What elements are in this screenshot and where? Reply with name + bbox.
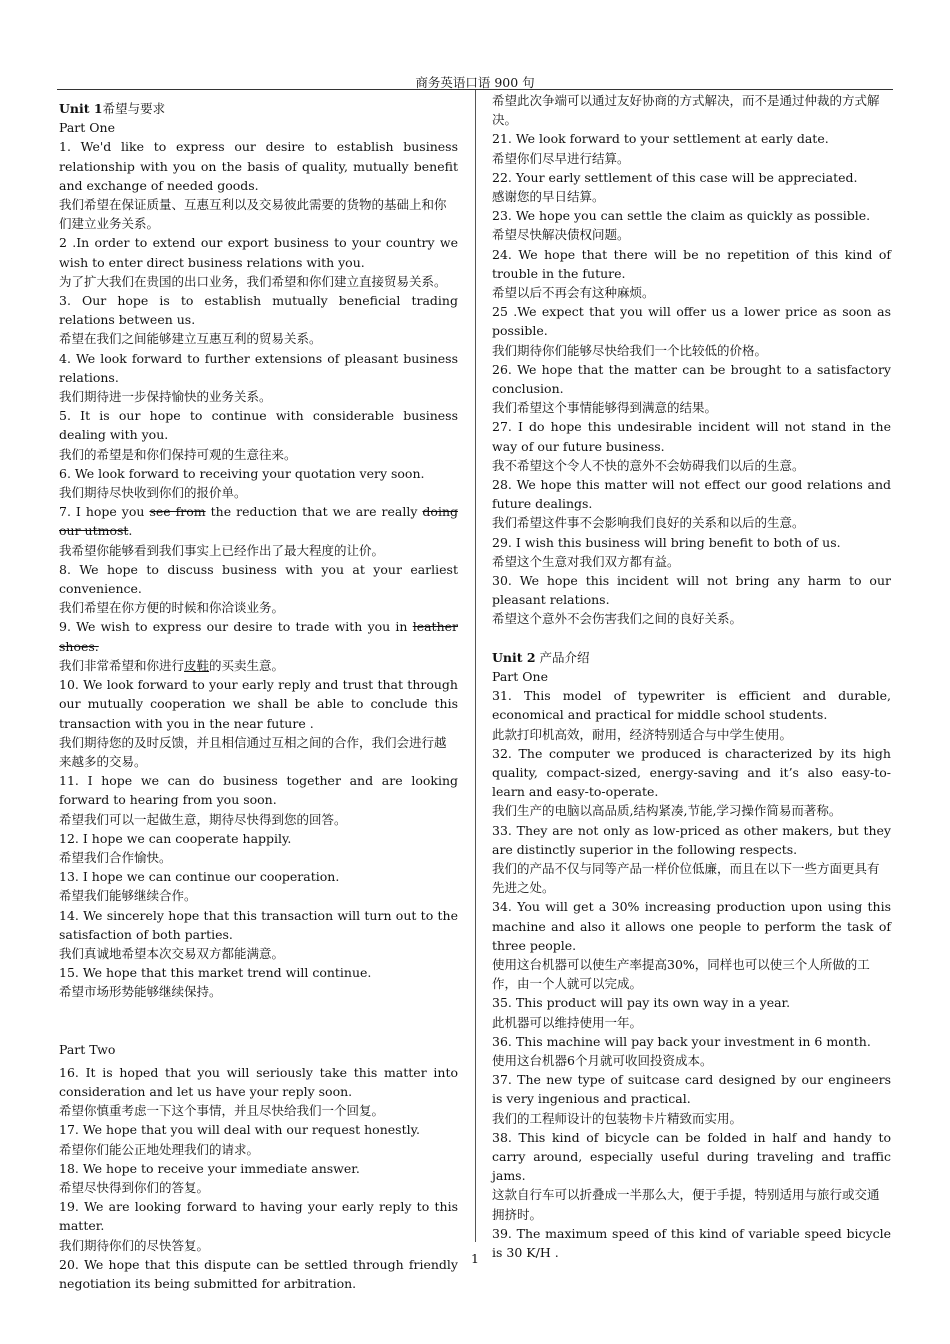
sentence-zh: 希望在我们之间能够建立互惠互利的贸易关系。 [59, 331, 322, 347]
spacer [492, 629, 891, 648]
struck-text: doing our utmost [59, 504, 458, 539]
sentence-zh: 我们期待你们能够尽快给我们一个比较低的价格。 [492, 342, 768, 358]
part-one-label: Part One [492, 668, 548, 684]
sentence-zh: 为了扩大我们在贵国的出口业务，我们希望和你们建立直接贸易关系。 [59, 273, 447, 289]
column-divider [475, 90, 476, 1242]
struck-text: see from [149, 504, 206, 520]
sentence-en: 34. You will get a 30% increasing production upon using this machine and also it allows one people to perform the task of three people. [492, 899, 891, 953]
sentence-en: 10. We look forward to your early reply and trust that through our mutually cooperation we shall be able to conclude this transaction with you in the near future . [59, 677, 458, 731]
sentence-zh: 我们期待您的及时反馈，并且相信通过互相之间的合作，我们会进行越来越多的交易。 [59, 734, 447, 769]
sentence-en: 9. We wish to express our desire to trade with you in leather shoes. [59, 619, 458, 654]
sentence-zh: 这款自行车可以折叠成一半那么大，便于手提，特别适用与旅行或交通拥挤时。 [492, 1187, 880, 1222]
sentence-zh: 我们希望这件事不会影响我们良好的关系和以后的生意。 [492, 515, 805, 531]
sentence-en: 13. I hope we can continue our cooperation. [59, 869, 340, 885]
sentence-zh: 希望这个意外不会伤害我们之间的良好关系。 [492, 611, 743, 627]
sentence-en: 20. We hope that this dispute can be settled through friendly negotiation its being submitted for arbitration. [59, 1256, 458, 1291]
right-column [492, 91, 891, 1262]
sentence-zh: 此款打印机高效，耐用，经济特别适合与中学生使用。 [492, 726, 793, 742]
sentence-zh: 希望这个生意对我们双方都有益。 [492, 553, 680, 569]
sentence-zh: 使用这台机器可以使生产率提高30%，同样也可以使三个人所做的工作，由一个人就可以完成。 [492, 956, 870, 992]
sentence-en: 21. We look forward to your settlement at early date. [492, 131, 829, 147]
sentence-zh: 希望此次争端可以通过友好协商的方式解决，而不是通过仲裁的方式解决。 [492, 93, 880, 128]
sentence-zh: 希望我们能够继续合作。 [59, 888, 197, 904]
sentence-en: 27. I do hope this undesirable incident will not stand in the way of our future business. [492, 419, 891, 454]
sentence-en: 2 .In order to extend our export business to your country we wish to enter direct business relations with you. [59, 235, 458, 270]
sentence-zh: 我们希望这个事情能够得到满意的结果。 [492, 400, 718, 416]
spacer [59, 1002, 458, 1021]
sentence-zh: 我们期待进一步保持愉快的业务关系。 [59, 389, 272, 405]
page-number: 1 [471, 1251, 479, 1266]
sentence-en: 33. They are not only as low-priced as other makers, but they are distinctly superior in the following respects. [492, 822, 891, 857]
sentence-zh: 使用这台机器6个月就可收回投资成本。 [492, 1052, 713, 1068]
sentence-en: 6. We look forward to receiving your quotation very soon. [59, 465, 425, 481]
left-column [59, 99, 458, 1293]
sentence-zh: 我们生产的电脑以高品质,结构紧凑,节能,学习操作简易而著称。 [492, 803, 842, 819]
sentence-en: 29. I wish this business will bring benefit to both of us. [492, 534, 841, 550]
sentence-en: 16. It is hoped that you will seriously take this matter into consideration and let us have your reply soon. [59, 1064, 458, 1099]
running-header: 商务英语口语 900 句 [415, 75, 535, 90]
sentence-en: 7. I hope you see from the reduction that we are really doing our utmost. [59, 504, 458, 539]
part-two-label: Part Two [59, 1041, 116, 1057]
sentence-zh: 希望你慎重考虑一下这个事情，并且尽快给我们一个回复。 [59, 1103, 385, 1119]
sentence-en: 15. We hope that this market trend will continue. [59, 965, 372, 981]
sentence-en: 23. We hope you can settle the claim as quickly as possible. [492, 208, 871, 224]
sentence-en: 32. The computer we produced is characterized by its high quality, compact-sized, energy-saving and it’s also easy-to-learn and easy-to-operate. [492, 745, 891, 800]
sentence-en: 31. This model of typewriter is efficient and durable, economical and practical for middle school students. [492, 688, 891, 723]
part-one-label: Part One [59, 120, 115, 136]
sentence-en: 26. We hope that the matter can be brought to a satisfactory conclusion. [492, 361, 891, 397]
sentence-zh: 我希望你能够看到我们事实上已经作出了最大程度的让价。 [59, 542, 385, 558]
sentence-en: 12. I hope we can cooperate happily. [59, 830, 292, 846]
sentence-en: 11. I hope we can do business together and are looking forward to hearing from you soon. [59, 773, 458, 808]
sentence-zh: 希望尽快解决债权问题。 [492, 227, 630, 243]
underlined-text: 皮鞋 [184, 657, 210, 673]
sentence-zh: 希望以后不再会有这种麻烦。 [492, 285, 655, 301]
sentence-zh: 我们的工程师设计的包装物卡片精致而实用。 [492, 1110, 743, 1126]
sentence-zh: 我们希望在你方便的时候和你洽谈业务。 [59, 600, 285, 616]
sentence-en: 28. We hope this matter will not effect our good relations and future dealings. [492, 477, 891, 512]
sentence-zh: 希望尽快得到你们的答复。 [59, 1179, 210, 1195]
sentence-en: 19. We are looking forward to having your early reply to this matter. [59, 1199, 458, 1234]
sentence-en: 25 .We expect that you will offer us a lower price as soon as possible. [492, 304, 891, 339]
sentence-en: 36. This machine will pay back your investment in 6 month. [492, 1033, 871, 1049]
sentence-zh: 希望市场形势能够继续保持。 [59, 984, 222, 1000]
sentence-zh: 我们期待你们的尽快答复。 [59, 1237, 210, 1253]
sentence-en: 35. This product will pay its own way in a year. [492, 995, 791, 1011]
sentence-en: 30. We hope this incident will not bring any harm to our pleasant relations. [492, 573, 891, 608]
sentence-en: 18. We hope to receive your immediate answer. [59, 1160, 360, 1176]
unit-1-heading: Unit 1希望与要求 [59, 101, 166, 116]
sentence-en: 1. We'd like to express our desire to establish business relationship with you on the basis of quality, mutually benefit and exchange of needed goods. [59, 139, 458, 193]
sentence-en: 24. We hope that there will be no repetition of this kind of trouble in the future. [492, 246, 891, 281]
unit-2-heading: Unit 2 产品介绍 [492, 649, 590, 665]
struck-text: leather shoes. [59, 619, 458, 654]
sentence-zh: 我们的希望是和你们保持可观的生意往来。 [59, 446, 297, 462]
sentence-zh: 我们希望在保证质量、互惠互利以及交易彼此需要的货物的基础上和你们建立业务关系。 [59, 197, 447, 232]
sentence-en: 37. The new type of suitcase card designed by our engineers is very ingenious and practical. [492, 1072, 891, 1107]
sentence-en: 4. We look forward to further extensions of pleasant business relations. [59, 350, 458, 385]
spacer [59, 1021, 458, 1040]
sentence-zh: 希望你们尽早进行结算。 [492, 150, 630, 166]
sentence-zh: 希望我们可以一起做生意，期待尽快得到您的回答。 [59, 811, 347, 827]
sentence-zh: 我们期待尽快收到你们的报价单。 [59, 485, 247, 501]
sentence-en: 5. It is our hope to continue with considerable business dealing with you. [59, 408, 458, 443]
sentence-zh: 感谢您的早日结算。 [492, 189, 605, 205]
sentence-zh: 我们的产品不仅与同等产品一样价位低廉，而且在以下一些方面更具有先进之处。 [492, 860, 880, 896]
sentence-zh: 我们非常希望和你进行皮鞋的买卖生意。 [59, 657, 285, 673]
sentence-zh: 此机器可以维持使用一年。 [492, 1014, 643, 1030]
sentence-zh: 希望我们合作愉快。 [59, 849, 172, 865]
sentence-en: 17. We hope that you will deal with our request honestly. [59, 1122, 420, 1138]
sentence-en: 14. We sincerely hope that this transaction will turn out to the satisfaction of both parties. [59, 907, 458, 942]
sentence-zh: 我们真诚地希望本次交易双方都能满意。 [59, 945, 285, 961]
sentence-zh: 我不希望这个令人不快的意外不会妨碍我们以后的生意。 [492, 457, 805, 473]
sentence-en: 38. This kind of bicycle can be folded in half and handy to carry around, especially useful during traveling and traffic jams. [492, 1129, 891, 1184]
sentence-en: 39. The maximum speed of this kind of variable speed bicycle is 30 K/H . [492, 1225, 891, 1260]
sentence-en: 3. Our hope is to establish mutually beneficial trading relations between us. [59, 293, 458, 328]
sentence-en: 22. Your early settlement of this case will be appreciated. [492, 169, 858, 185]
sentence-zh: 希望你们能公正地处理我们的请求。 [59, 1141, 260, 1157]
sentence-en: 8. We hope to discuss business with you at your earliest convenience. [59, 561, 458, 597]
